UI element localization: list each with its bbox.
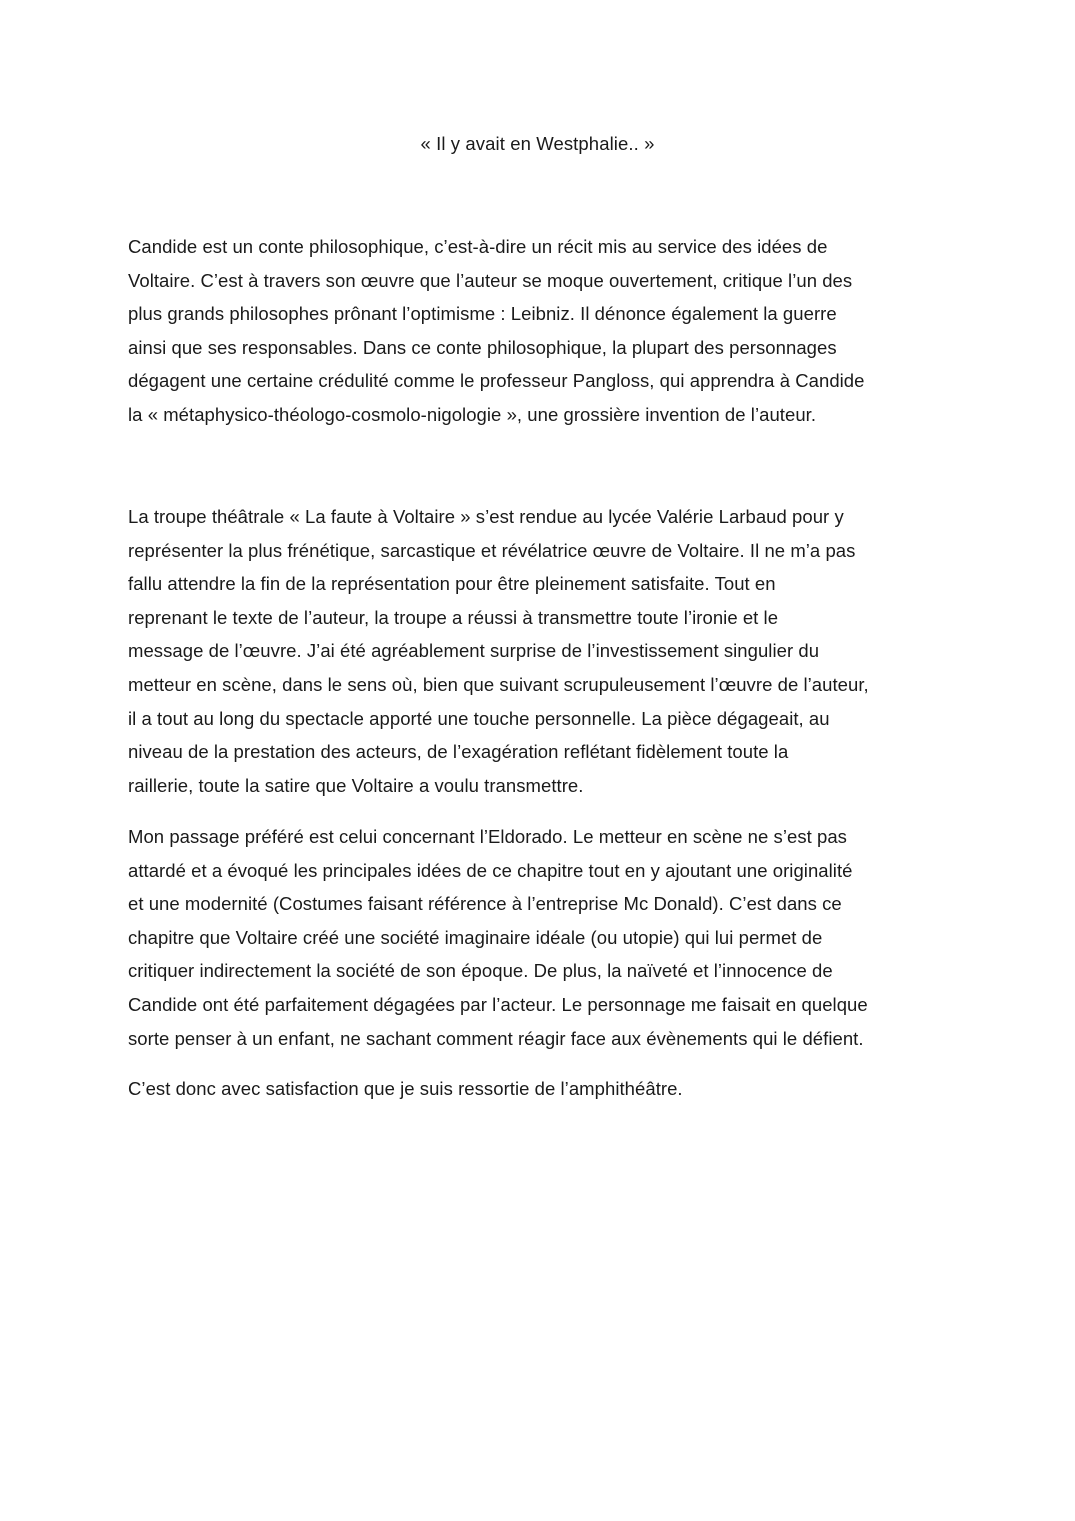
text-line: Candide ont été parfaitement dégagées par l’acteur. Le personnage me faisait en quelque <box>128 993 868 1015</box>
text-line: chapitre que Voltaire créé une société imaginaire idéale (ou utopie) qui lui permet de <box>128 926 823 948</box>
text-line: attardé et a évoqué les principales idées de ce chapitre tout en y ajoutant une originalité <box>128 859 853 881</box>
paragraph-review <box>128 500 960 802</box>
text-line: niveau de la prestation des acteurs, de l’exagération reflétant fidèlement toute la <box>128 741 789 763</box>
paragraph-conclusion <box>128 1072 960 1106</box>
text-line: metteur en scène, dans le sens où, bien que suivant scrupuleusement l’œuvre de l’auteur, <box>128 673 869 695</box>
text-line: et une modernité (Costumes faisant référence à l’entreprise Mc Donald). C’est dans ce <box>128 893 842 915</box>
text-line: critiquer indirectement la société de son époque. De plus, la naïveté et l’innocence de <box>128 960 833 982</box>
text-line: Voltaire. C’est à travers son œuvre que l’auteur se moque ouvertement, critique l’un des <box>128 269 853 291</box>
text-line: dégagent une certaine crédulité comme le professeur Pangloss, qui apprendra à Candide <box>128 370 865 392</box>
text-line: ainsi que ses responsables. Dans ce conte philosophique, la plupart des personnages <box>128 336 837 358</box>
text-line: représenter la plus frénétique, sarcastique et révélatrice œuvre de Voltaire. Il ne m’a pas <box>128 539 856 561</box>
document-title: « Il y avait en Westphalie.. » <box>420 133 655 154</box>
paragraph-intro <box>128 230 960 432</box>
text-line: Candide est un conte philosophique, c’est-à-dire un récit mis au service des idées de <box>128 236 828 257</box>
text-line: Mon passage préféré est celui concernant l’Eldorado. Le metteur en scène ne s’est pas <box>128 826 847 847</box>
text-line: sorte penser à un enfant, ne sachant comment réagir face aux évènements qui le défient. <box>128 1027 864 1049</box>
text-line: C’est donc avec satisfaction que je suis ressortie de l’amphithéâtre. <box>128 1078 683 1099</box>
text-line: message de l’œuvre. J’ai été agréablement surprise de l’investissement singulier du <box>128 640 820 662</box>
paragraph-favorite-passage <box>128 820 960 1055</box>
text-line: la « métaphysico-théologo-cosmolo-nigologie », une grossière invention de l’auteur. <box>128 403 817 425</box>
text-line: reprenant le texte de l’auteur, la troupe a réussi à transmettre toute l’ironie et le <box>128 606 779 628</box>
text-line: il a tout au long du spectacle apporté une touche personnelle. La pièce dégageait, au <box>128 707 830 729</box>
text-line: plus grands philosophes prônant l’optimisme : Leibniz. Il dénonce également la guerre <box>128 303 837 325</box>
text-line: raillerie, toute la satire que Voltaire a voulu transmettre. <box>128 774 584 796</box>
text-line: La troupe théâtrale « La faute à Voltaire » s’est rendue au lycée Valérie Larbaud pour y <box>128 506 844 527</box>
text-line: fallu attendre la fin de la représentation pour être pleinement satisfaite. Tout en <box>128 573 776 595</box>
